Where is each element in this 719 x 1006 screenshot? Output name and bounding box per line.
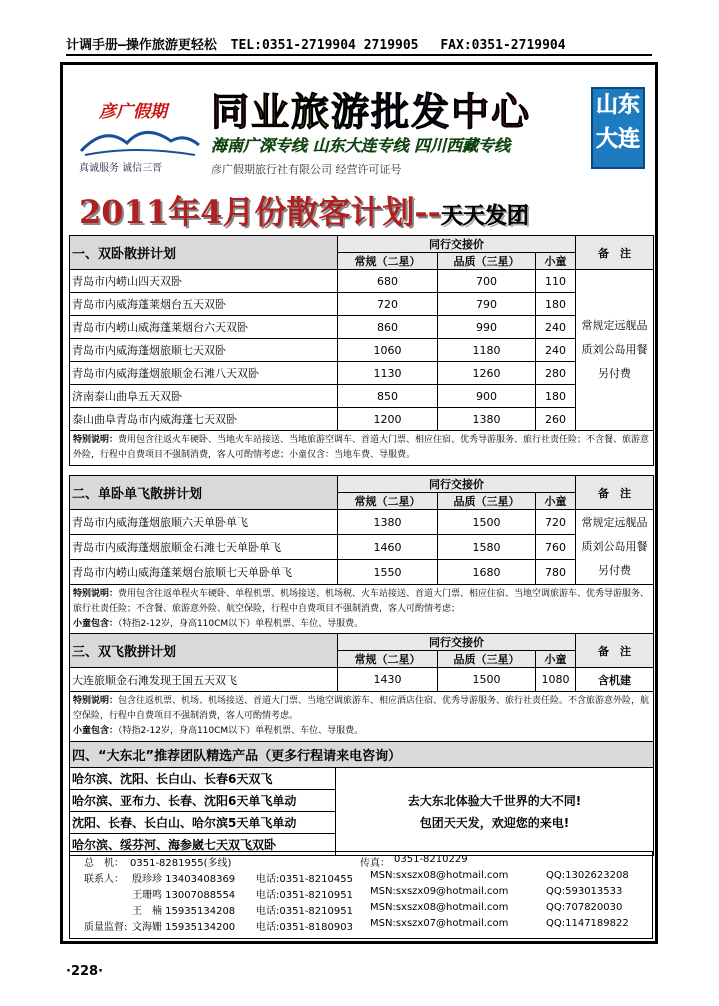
logo <box>75 79 205 175</box>
contact-person-qq: QQ:1302623208 <box>546 870 629 881</box>
header-fax: 0351-2719904 <box>471 38 566 53</box>
section3-row-std: 1430 <box>338 668 438 692</box>
section2-note2-text: （特指2-12岁，身高110CM以下）单程机票、车位、导服费。 <box>118 619 364 629</box>
section2-child-head: 小童 <box>536 493 576 510</box>
section1-title: 一、双卧散拼计划 <box>70 236 338 270</box>
section1-row-std: 1060 <box>338 339 438 362</box>
plan-title-tail: 天天发团 <box>440 204 529 229</box>
section4-slogan2: 包团天天发，欢迎您的来电! <box>419 815 570 830</box>
section3-row-child: 1080 <box>536 668 576 692</box>
section3-title: 三、双飞散拼计划 <box>70 634 338 668</box>
section1-row-name: 青岛市内崂山四天双卧 <box>70 270 338 293</box>
contact-quality-tel: 电话:0351-8180903 <box>256 922 353 933</box>
section3-price-group: 同行交接价 <box>338 634 576 651</box>
header-slogan: 计调手册—操作旅游更轻松 <box>66 38 217 53</box>
table-row <box>70 270 654 293</box>
section3-table <box>69 633 654 742</box>
section1-row-quality: 990 <box>438 316 536 339</box>
section3-quality-head: 品质（三星） <box>438 651 536 668</box>
contact-quality-name: 文海姗 15935134200 <box>132 922 236 933</box>
contact-people-label: 联系人： <box>84 874 124 885</box>
main-title-char: 中 <box>451 90 492 134</box>
section1-row-std: 680 <box>338 270 438 293</box>
main-title-char: 旅 <box>291 90 332 134</box>
section1-row-child: 280 <box>536 362 576 385</box>
contact-person-name: 殷珍珍 13403408369 <box>132 874 236 885</box>
section1-row-name: 泰山曲阜青岛市内威海蓬七天双卧 <box>70 408 338 431</box>
section2-row-quality: 1580 <box>438 535 536 560</box>
section2-table <box>69 475 654 635</box>
contact-person-name: 王珊鸣 13007088554 <box>132 890 236 901</box>
section1-row-child: 240 <box>536 339 576 362</box>
section1-remark-head: 备 注 <box>576 236 654 270</box>
section2-row-std: 1550 <box>338 560 438 585</box>
main-title-char: 业 <box>251 90 292 134</box>
section1-price-group: 同行交接价 <box>338 236 576 253</box>
contact-person-tel: 电话:0351-8210951 <box>256 890 353 901</box>
section2-row-name: 青岛市内崂山威海蓬莱烟台旅顺七天单卧单飞 <box>70 560 338 585</box>
section3-remark-head: 备 注 <box>576 634 654 668</box>
section3-note <box>70 692 654 742</box>
section1-row-std: 850 <box>338 385 438 408</box>
section2-note-label: 特别说明： <box>73 589 119 599</box>
contact-main-label: 总 机： <box>84 858 124 869</box>
main-title-char: 心 <box>491 90 532 134</box>
section2-row-std: 1460 <box>338 535 438 560</box>
section3-note-text: 包含往返机票、机场、机场接送、首道大门票、当地空调旅游车、相应酒店住宿、优秀导游服务、旅行社责任险。不含旅游意外险，航空保险，行程中自费项目不强制消费，客人可酌情考虑。 <box>73 696 650 721</box>
contact-person-qq: QQ:593013533 <box>546 886 623 897</box>
logo-subtitle: 真诚服务 诚信三晋 <box>79 163 163 174</box>
contact-quality-row <box>70 918 652 932</box>
section1-row-quality: 1380 <box>438 408 536 431</box>
section1-row-child: 240 <box>536 316 576 339</box>
contact-quality-qq: QQ:1147189822 <box>546 918 629 929</box>
mountain-logo-icon <box>75 115 205 159</box>
section2-row-child: 760 <box>536 535 576 560</box>
section1-row-std: 1130 <box>338 362 438 385</box>
table-row <box>70 560 654 585</box>
section3-note-label: 特别说明： <box>73 696 119 706</box>
table-row <box>70 316 654 339</box>
table-row <box>70 293 654 316</box>
section2-title: 二、单卧单飞散拼计划 <box>70 476 338 510</box>
plan-title <box>79 187 529 233</box>
contact-person-msn: MSN:sxszx09@hotmail.com <box>370 886 509 897</box>
section3-row-quality: 1500 <box>438 668 536 692</box>
section2-note2-label: 小童包含： <box>73 619 119 629</box>
section2-price-group: 同行交接价 <box>338 476 576 493</box>
table-row <box>70 362 654 385</box>
section2-row-quality: 1500 <box>438 510 536 535</box>
header-line <box>66 34 652 54</box>
plan-title-dash: -- <box>414 193 441 231</box>
header-tel: 0351-2719904 2719905 <box>261 38 419 53</box>
section1-row-quality: 790 <box>438 293 536 316</box>
main-title-char: 批 <box>371 90 412 134</box>
section2-row-std: 1380 <box>338 510 438 535</box>
table-row <box>70 510 654 535</box>
contact-person-name: 王 楠 15935134208 <box>132 906 236 917</box>
section1-note <box>70 431 654 466</box>
section2-row-child: 780 <box>536 560 576 585</box>
section1-row-quality: 900 <box>438 385 536 408</box>
contact-block <box>69 851 653 939</box>
section2-row-child: 720 <box>536 510 576 535</box>
main-title-char: 发 <box>411 90 452 134</box>
section1-row-quality: 700 <box>438 270 536 293</box>
section1-note-text: 费用包含往返火车硬卧、当地火车站接送、当地旅游空调车、首道大门票、相应住宿、优秀导游服务、旅行社责任险；不含餐、旅游意外险，行程中自费项目不强制消费，客人可酌情考虑；小童仅含：当地车费、导服费。 <box>73 435 650 460</box>
section3-remark: 含机建 <box>576 668 654 692</box>
section4-slogan1: 去大东北体验大千世界的大不同! <box>407 793 582 808</box>
logo-title: 彦广假期 <box>99 102 167 122</box>
section4-item: 沈阳、长春、长白山、哈尔滨5天单飞单动 <box>70 812 336 834</box>
contact-main-row <box>70 854 652 868</box>
section3-note2-label: 小童包含： <box>73 726 119 736</box>
section2-row-name: 青岛市内威海蓬烟旅顺金石滩七天单卧单飞 <box>70 535 338 560</box>
section1-row-std: 1200 <box>338 408 438 431</box>
section1-table <box>69 235 654 466</box>
section4-item: 哈尔滨、亚布力、长春、沈阳6天单飞单动 <box>70 790 336 812</box>
contact-fax: 0351-8210229 <box>394 854 468 865</box>
section1-row-child: 180 <box>536 293 576 316</box>
banner <box>71 73 649 183</box>
main-title <box>211 81 531 136</box>
contact-fax-label: 传真： <box>360 858 390 869</box>
main-title-char: 同 <box>211 90 252 134</box>
contact-person-qq: QQ:707820030 <box>546 902 623 913</box>
table-row <box>70 535 654 560</box>
section1-row-child: 260 <box>536 408 576 431</box>
badge-line1: 山东 <box>595 93 640 118</box>
header-tel-label: TEL: <box>230 38 262 53</box>
section2-note-text: 费用包含往返单程火车硬卧、单程机票、机场接送、机场税、火车站接送、首道大门票、相应住宿、当地空调旅游车、优秀导游服务、旅行社责任险；不含餐、旅游意外险、航空保险，行程中自费项目不强制消费，客人可酌情考虑； <box>73 589 650 614</box>
contact-person-row <box>70 886 652 900</box>
section1-child-head: 小童 <box>536 253 576 270</box>
section1-remark: 常规定远舰品质刘公岛用餐另付费 <box>576 270 654 431</box>
badge-line2: 大连 <box>595 127 640 152</box>
section1-std-head: 常规（二星） <box>338 253 438 270</box>
contact-main-phone: 0351-8281955(多线) <box>130 858 232 869</box>
section4-item: 哈尔滨、沈阳、长白山、长春6天双飞 <box>70 768 336 790</box>
section2-quality-head: 品质（三星） <box>438 493 536 510</box>
contact-person-row <box>70 902 652 916</box>
section1-row-quality: 1180 <box>438 339 536 362</box>
routes-line: 海南广深专线 山东大连专线 四川西藏专线 <box>211 136 511 155</box>
section3-note2-text: （特指2-12岁，身高110CM以下）单程机票、车位、导服费。 <box>118 726 364 736</box>
contact-quality-label: 质量监督: <box>84 922 128 933</box>
section1-row-name: 济南泰山曲阜五天双卧 <box>70 385 338 408</box>
section2-row-name: 青岛市内威海蓬烟旅顺六天单卧单飞 <box>70 510 338 535</box>
section4-title: 四、“大东北”推荐团队精选产品（更多行程请来电咨询） <box>70 742 654 768</box>
contact-person-msn: MSN:sxszx08@hotmail.com <box>370 870 509 881</box>
section1-row-name: 青岛市内威海蓬烟旅顺七天双卧 <box>70 339 338 362</box>
section2-note <box>70 585 654 635</box>
section1-row-child: 110 <box>536 270 576 293</box>
section3-child-head: 小童 <box>536 651 576 668</box>
page-number: ·228· <box>66 964 104 979</box>
company-line: 彦广假期旅行社有限公司 经营许可证号 <box>211 163 402 176</box>
section1-row-std: 720 <box>338 293 438 316</box>
section1-quality-head: 品质（三星） <box>438 253 536 270</box>
section1-row-quality: 1260 <box>438 362 536 385</box>
table-row <box>70 385 654 408</box>
header-fax-label: FAX: <box>440 38 472 53</box>
page-frame <box>60 62 658 944</box>
header-rule <box>66 54 652 56</box>
contact-person-msn: MSN:sxszx08@hotmail.com <box>370 902 509 913</box>
table-row <box>70 668 654 692</box>
section1-row-name: 青岛市内威海蓬烟旅顺金石滩八天双卧 <box>70 362 338 385</box>
contact-quality-msn: MSN:sxszx07@hotmail.com <box>370 918 509 929</box>
contact-person-tel: 电话:0351-8210455 <box>256 874 353 885</box>
table-row <box>70 339 654 362</box>
contact-person-tel: 电话:0351-8210951 <box>256 906 353 917</box>
section2-row-quality: 1680 <box>438 560 536 585</box>
plan-title-main: 2011年4月份散客计划 <box>79 193 415 231</box>
main-title-char: 游 <box>331 90 372 134</box>
section4-item: 哈尔滨、绥芬河、海参崴七天双飞双卧 <box>70 834 336 856</box>
section1-row-child: 180 <box>536 385 576 408</box>
section3-row-name: 大连旅顺金石滩发现王国五天双飞 <box>70 668 338 692</box>
section3-std-head: 常规（二星） <box>338 651 438 668</box>
section1-note-label: 特别说明： <box>73 435 119 445</box>
section2-std-head: 常规（二星） <box>338 493 438 510</box>
contact-person-row <box>70 870 652 884</box>
section1-row-std: 860 <box>338 316 438 339</box>
table-row <box>70 408 654 431</box>
section1-row-name: 青岛市内威海蓬莱烟台五天双卧 <box>70 293 338 316</box>
section4-table <box>69 741 654 856</box>
section4-slogan <box>336 768 654 856</box>
section1-row-name: 青岛市内崂山威海蓬莱烟台六天双卧 <box>70 316 338 339</box>
section2-remark-head: 备 注 <box>576 476 654 510</box>
section2-remark: 常规定远舰品质刘公岛用餐另付费 <box>576 510 654 585</box>
region-badge <box>591 87 645 169</box>
